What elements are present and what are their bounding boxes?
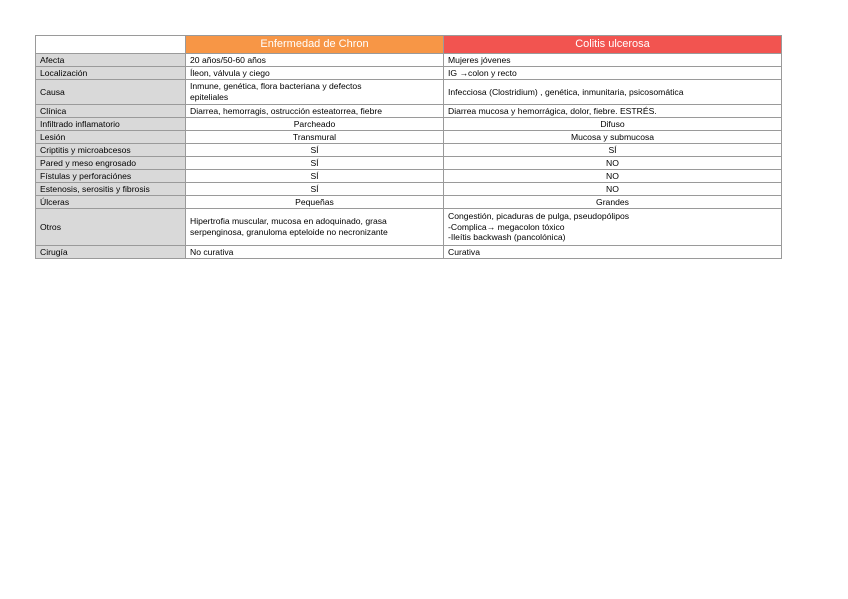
cell-chron xyxy=(186,131,444,144)
cell-line: No curativa xyxy=(190,246,234,257)
table-row xyxy=(36,118,782,131)
cell-chron xyxy=(186,80,444,105)
cell-line: Mujeres jóvenes xyxy=(448,54,511,65)
table-row xyxy=(36,54,782,67)
row-label: Cirugía xyxy=(36,246,186,259)
row-label: Úlceras xyxy=(36,196,186,209)
row-label: Localización xyxy=(36,67,186,80)
table-row xyxy=(36,80,782,105)
cell-line: Diarrea mucosa y hemorrágica, dolor, fiebre. ESTRÉS. xyxy=(448,105,657,116)
row-label: Clínica xyxy=(36,105,186,118)
cell-colitis xyxy=(444,246,782,259)
cell-chron xyxy=(186,170,444,183)
table-row xyxy=(36,157,782,170)
cell-line: Congestión, picaduras de pulga, pseudopólipos xyxy=(448,210,630,221)
cell-colitis xyxy=(444,157,782,170)
cell-colitis xyxy=(444,196,782,209)
row-label: Otros xyxy=(36,209,186,246)
cell-line: Pequeñas xyxy=(295,196,334,207)
cell-line: Inmune, genética, flora bacteriana y defectos xyxy=(190,81,362,92)
cell-colitis xyxy=(444,80,782,105)
cell-chron xyxy=(186,67,444,80)
cell-line: 20 años/50-60 años xyxy=(190,54,266,65)
cell-line: NO xyxy=(606,183,619,194)
cell-line: Difuso xyxy=(600,118,625,129)
cell-line: IG →colon y recto xyxy=(448,67,517,78)
header-chron: Enfermedad de Chron xyxy=(186,36,444,54)
table-row xyxy=(36,131,782,144)
cell-colitis xyxy=(444,105,782,118)
cell-line: Diarrea, hemorragis, ostrucción esteatorrea, fiebre xyxy=(190,105,383,116)
cell-chron xyxy=(186,196,444,209)
cell-chron xyxy=(186,209,444,246)
cell-chron xyxy=(186,144,444,157)
table-row xyxy=(36,209,782,246)
cell-line: SÍ xyxy=(310,183,319,194)
cell-chron xyxy=(186,246,444,259)
header-colitis: Colitis ulcerosa xyxy=(444,36,782,54)
table-row xyxy=(36,105,782,118)
cell-chron xyxy=(186,157,444,170)
cell-colitis xyxy=(444,144,782,157)
cell-colitis xyxy=(444,67,782,80)
cell-chron xyxy=(186,183,444,196)
cell-line: epiteliales xyxy=(190,92,229,102)
table-row xyxy=(36,246,782,259)
row-label: Pared y meso engrosado xyxy=(36,157,186,170)
cell-line: SÍ xyxy=(608,144,617,155)
cell-colitis xyxy=(444,131,782,144)
header-row xyxy=(36,36,782,54)
row-label: Afecta xyxy=(36,54,186,67)
row-label: Estenosis, serositis y fibrosis xyxy=(36,183,186,196)
cell-line: NO xyxy=(606,170,619,181)
header-blank-cell xyxy=(36,36,186,54)
cell-line: Curativa xyxy=(448,246,480,257)
row-label: Criptitis y microabcesos xyxy=(36,144,186,157)
row-label: Lesión xyxy=(36,131,186,144)
cell-chron xyxy=(186,54,444,67)
cell-colitis xyxy=(444,118,782,131)
row-label: Fístulas y perforaciónes xyxy=(36,170,186,183)
cell-line: SÍ xyxy=(310,170,319,181)
cell-colitis xyxy=(444,170,782,183)
comparison-table xyxy=(35,35,782,259)
cell-line: NO xyxy=(606,157,619,168)
cell-line: serpenginosa, granuloma epteloide no necronizante xyxy=(190,227,388,237)
cell-line: Mucosa y submucosa xyxy=(570,131,655,142)
cell-line: SÍ xyxy=(310,144,319,155)
cell-chron xyxy=(186,105,444,118)
cell-line: Infecciosa (Clostridium) , genética, inmunitaria, psicosomática xyxy=(448,86,684,97)
cell-chron xyxy=(186,118,444,131)
cell-line: Transmural xyxy=(292,131,337,142)
table-row xyxy=(36,183,782,196)
table-row xyxy=(36,170,782,183)
table-row xyxy=(36,196,782,209)
cell-line: Hipertrofia muscular, mucosa en adoquinado, grasa xyxy=(190,216,387,227)
cell-line: -Complica→ megacolon tóxico xyxy=(448,221,565,232)
cell-line: Parcheado xyxy=(293,118,336,129)
cell-colitis xyxy=(444,183,782,196)
table-row xyxy=(36,144,782,157)
cell-line: Íleon, válvula y ciego xyxy=(190,67,270,78)
cell-colitis xyxy=(444,54,782,67)
cell-line: -Ileítis backwash (pancolónica) xyxy=(448,232,566,243)
cell-line: Grandes xyxy=(596,196,629,207)
table-row xyxy=(36,67,782,80)
row-label: Infiltrado inflamatorio xyxy=(36,118,186,131)
row-label: Causa xyxy=(36,80,186,105)
cell-line: SÍ xyxy=(310,157,319,168)
cell-colitis xyxy=(444,209,782,246)
